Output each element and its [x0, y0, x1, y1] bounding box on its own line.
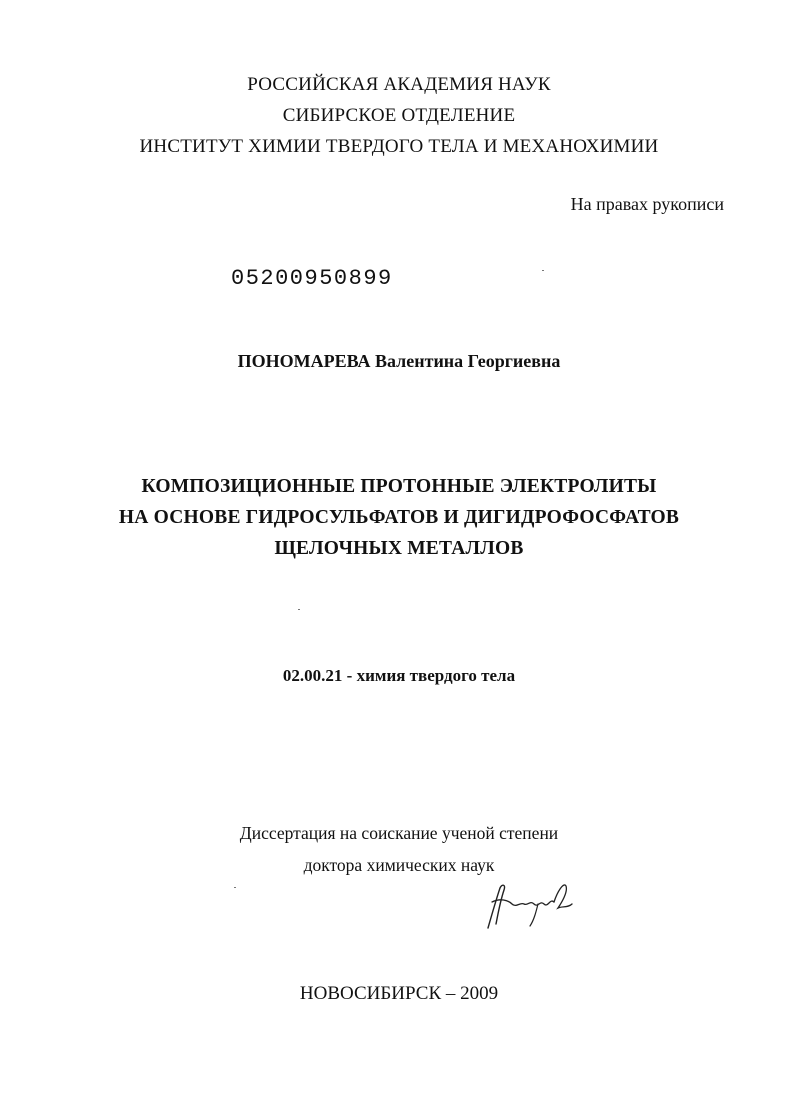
- signature-image: [478, 880, 578, 932]
- scan-speck: [542, 270, 544, 271]
- thesis-title-line-3: ЩЕЛОЧНЫХ МЕТАЛЛОВ: [274, 538, 524, 559]
- scan-speck: [234, 887, 236, 888]
- specialty-code: 02.00.21 - химия твердого тела: [282, 666, 516, 685]
- institution-branch: СИБИРСКОЕ ОТДЕЛЕНИЕ: [282, 105, 516, 126]
- thesis-title-line-1: КОМПОЗИЦИОННЫЕ ПРОТОННЫЕ ЭЛЕКТРОЛИТЫ: [141, 476, 657, 497]
- rights-note: На правах рукописи: [570, 194, 724, 214]
- degree-line-1: Диссертация на соискание ученой степени: [239, 823, 559, 843]
- author-name: ПОНОМАРЕВА Валентина Георгиевна: [237, 351, 561, 371]
- institution-academy: РОССИЙСКАЯ АКАДЕМИЯ НАУК: [247, 74, 551, 95]
- catalog-number: 05200950899: [231, 266, 393, 291]
- place-and-year: НОВОСИБИРСК – 2009: [299, 983, 499, 1004]
- scan-speck: [298, 609, 300, 610]
- thesis-title-line-2: НА ОСНОВЕ ГИДРОСУЛЬФАТОВ И ДИГИДРОФОСФАТОВ: [118, 507, 680, 528]
- degree-line-2: доктора химических наук: [303, 855, 495, 875]
- institution-name: ИНСТИТУТ ХИМИИ ТВЕРДОГО ТЕЛА И МЕХАНОХИМИИ: [139, 136, 659, 157]
